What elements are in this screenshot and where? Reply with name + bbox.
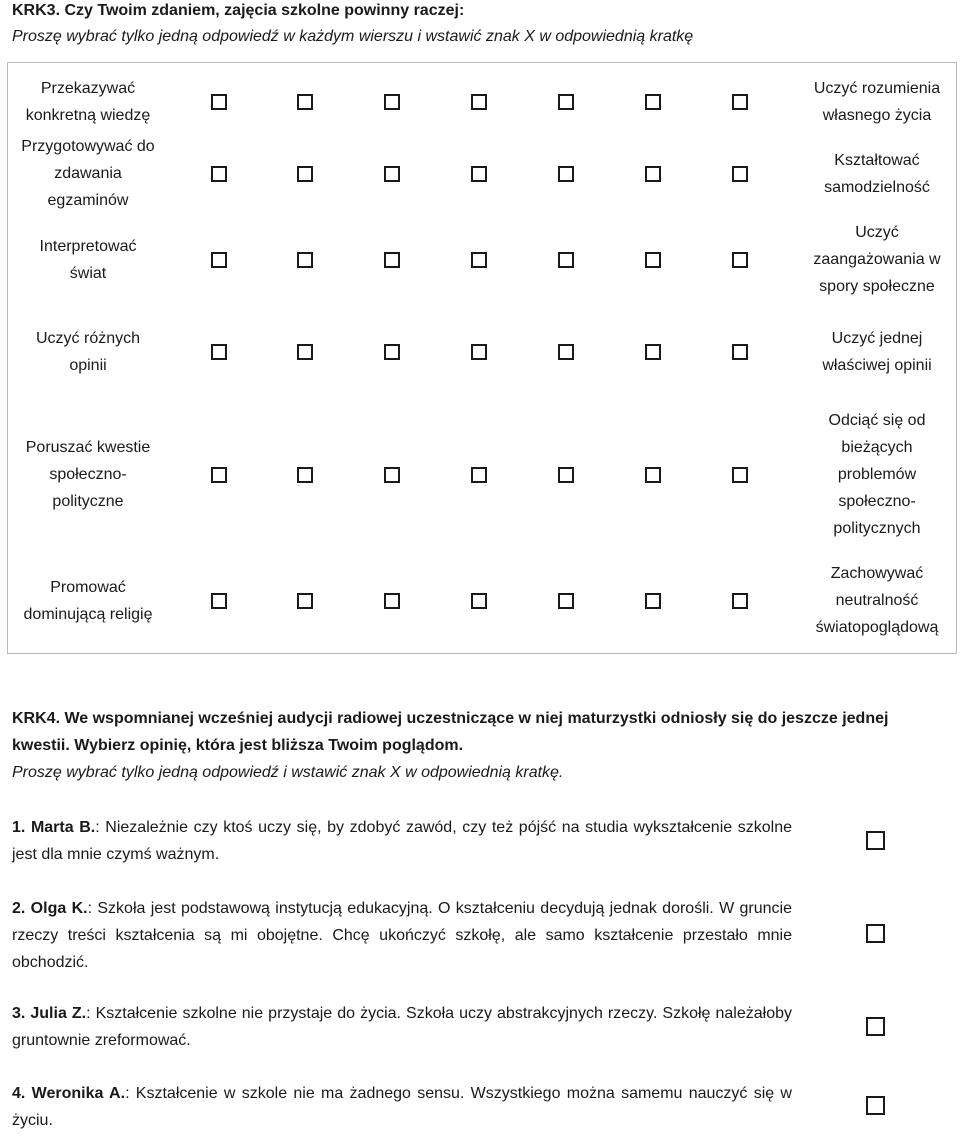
respondent-name: 2. Olga K. <box>12 900 88 917</box>
row-left-label: Przygotowywać do zdawania egzaminów <box>21 138 155 209</box>
row-right-label: Uczyć jednej właściwej opinii <box>822 330 932 374</box>
question-krk3-title: KRK3. Czy Twoim zdaniem, zajęcia szkolne powinny raczej: <box>12 2 465 19</box>
scale-checkbox-6[interactable] <box>645 467 661 483</box>
scale-checkbox-1[interactable] <box>211 166 227 182</box>
row-right-label: Uczyć rozumienia własnego życia <box>813 80 941 124</box>
option-checkbox-4[interactable] <box>866 1096 885 1115</box>
scale-checkbox-5[interactable] <box>558 344 574 360</box>
row-right-label: Zachowywać neutralność światopoglądową <box>815 565 939 636</box>
list-item <box>12 895 792 976</box>
option-checkbox-3[interactable] <box>866 1017 885 1036</box>
scale-checkbox-3[interactable] <box>384 252 400 268</box>
scale-checkbox-5[interactable] <box>558 94 574 110</box>
scale-checkbox-2[interactable] <box>297 467 313 483</box>
table-row <box>8 407 958 542</box>
scale-checkbox-3[interactable] <box>384 166 400 182</box>
opinion-text: : Niezależnie czy ktoś uczy się, by zdobyć zawód, czy też pójść na studia wykształcenie szkolne jest dla mnie czymś ważnym. <box>12 819 792 863</box>
scale-checkbox-1[interactable] <box>211 593 227 609</box>
scale-checkbox-4[interactable] <box>471 593 487 609</box>
row-left-label: Poruszać kwestie społeczno- polityczne <box>25 439 151 510</box>
opinion-text: : Kształcenie w szkole nie ma żadnego sensu. Wszystkiego można samemu nauczyć się w życiu. <box>12 1085 792 1129</box>
question-krk4-instruction: Proszę wybrać tylko jedną odpowiedź i wstawić znak X w odpowiednią kratkę. <box>12 764 564 781</box>
scale-checkbox-4[interactable] <box>471 467 487 483</box>
scale-checkbox-4[interactable] <box>471 94 487 110</box>
scale-checkbox-2[interactable] <box>297 593 313 609</box>
row-left-label: Promować dominującą religię <box>23 578 153 623</box>
opinion-text: : Szkoła jest podstawową instytucją edukacyjną. O kształceniu decydują jednak dorośli. W gruncie rzeczy treści kształcenia są mi obojętne. Chcę ukończyć szkołę, ale samo kształcenie przestało mnie obchodzić. <box>12 900 793 971</box>
list-item <box>12 1000 792 1054</box>
table-row <box>8 560 958 641</box>
scale-checkbox-4[interactable] <box>471 344 487 360</box>
scale-checkbox-4[interactable] <box>471 252 487 268</box>
scale-checkbox-6[interactable] <box>645 166 661 182</box>
scale-checkbox-5[interactable] <box>558 593 574 609</box>
semantic-differential-table <box>7 62 957 654</box>
scale-checkbox-2[interactable] <box>297 166 313 182</box>
row-left-label: Przekazywać konkretną wiedzę <box>25 80 151 124</box>
scale-checkbox-1[interactable] <box>211 344 227 360</box>
scale-checkbox-7[interactable] <box>732 166 748 182</box>
scale-checkbox-7[interactable] <box>732 593 748 609</box>
option-checkbox-2[interactable] <box>866 924 885 943</box>
respondent-name: 3. Julia Z. <box>12 1005 87 1022</box>
option-checkbox-1[interactable] <box>866 831 885 850</box>
respondent-name: 1. Marta B. <box>12 819 96 836</box>
scale-checkbox-6[interactable] <box>645 94 661 110</box>
scale-checkbox-2[interactable] <box>297 94 313 110</box>
table-row <box>8 75 958 129</box>
scale-checkbox-6[interactable] <box>645 593 661 609</box>
scale-checkbox-5[interactable] <box>558 252 574 268</box>
row-left-label: Uczyć różnych opinii <box>35 330 141 374</box>
table-row <box>8 219 958 300</box>
table-row <box>8 133 958 214</box>
scale-checkbox-4[interactable] <box>471 166 487 182</box>
scale-checkbox-5[interactable] <box>558 166 574 182</box>
opinion-text: : Kształcenie szkolne nie przystaje do życia. Szkoła uczy abstrakcyjnych rzeczy. Szkołę należałoby gruntownie zreformować. <box>12 1005 792 1049</box>
row-left-label: Interpretować świat <box>39 237 137 282</box>
list-item <box>12 814 792 868</box>
row-right-label: Uczyć zaangażowania w spory społeczne <box>813 224 941 295</box>
scale-checkbox-3[interactable] <box>384 467 400 483</box>
scale-checkbox-7[interactable] <box>732 344 748 360</box>
row-right-label: Odciąć się od bieżących problemów społeczno- politycznych <box>828 412 926 537</box>
scale-checkbox-1[interactable] <box>211 467 227 483</box>
scale-checkbox-3[interactable] <box>384 344 400 360</box>
scale-checkbox-7[interactable] <box>732 252 748 268</box>
table-row <box>8 325 958 379</box>
question-krk3-instruction: Proszę wybrać tylko jedną odpowiedź w każdym wierszu i wstawić znak X w odpowiednią kratkę <box>12 28 694 45</box>
scale-checkbox-2[interactable] <box>297 252 313 268</box>
scale-checkbox-1[interactable] <box>211 94 227 110</box>
scale-checkbox-1[interactable] <box>211 252 227 268</box>
scale-checkbox-5[interactable] <box>558 467 574 483</box>
row-right-label: Kształtować samodzielność <box>824 151 930 196</box>
scale-checkbox-7[interactable] <box>732 467 748 483</box>
scale-checkbox-2[interactable] <box>297 344 313 360</box>
scale-checkbox-3[interactable] <box>384 94 400 110</box>
respondent-name: 4. Weronika A. <box>12 1085 126 1102</box>
scale-checkbox-6[interactable] <box>645 344 661 360</box>
question-krk4-heading: KRK4. We wspomnianej wcześniej audycji radiowej uczestniczące w niej maturzystki odniosły się do jeszcze jednej kwestii. Wybierz opinię, która jest bliższa Twoim poglądom. <box>12 710 889 754</box>
scale-checkbox-7[interactable] <box>732 94 748 110</box>
scale-checkbox-6[interactable] <box>645 252 661 268</box>
list-item <box>12 1080 792 1134</box>
scale-checkbox-3[interactable] <box>384 593 400 609</box>
